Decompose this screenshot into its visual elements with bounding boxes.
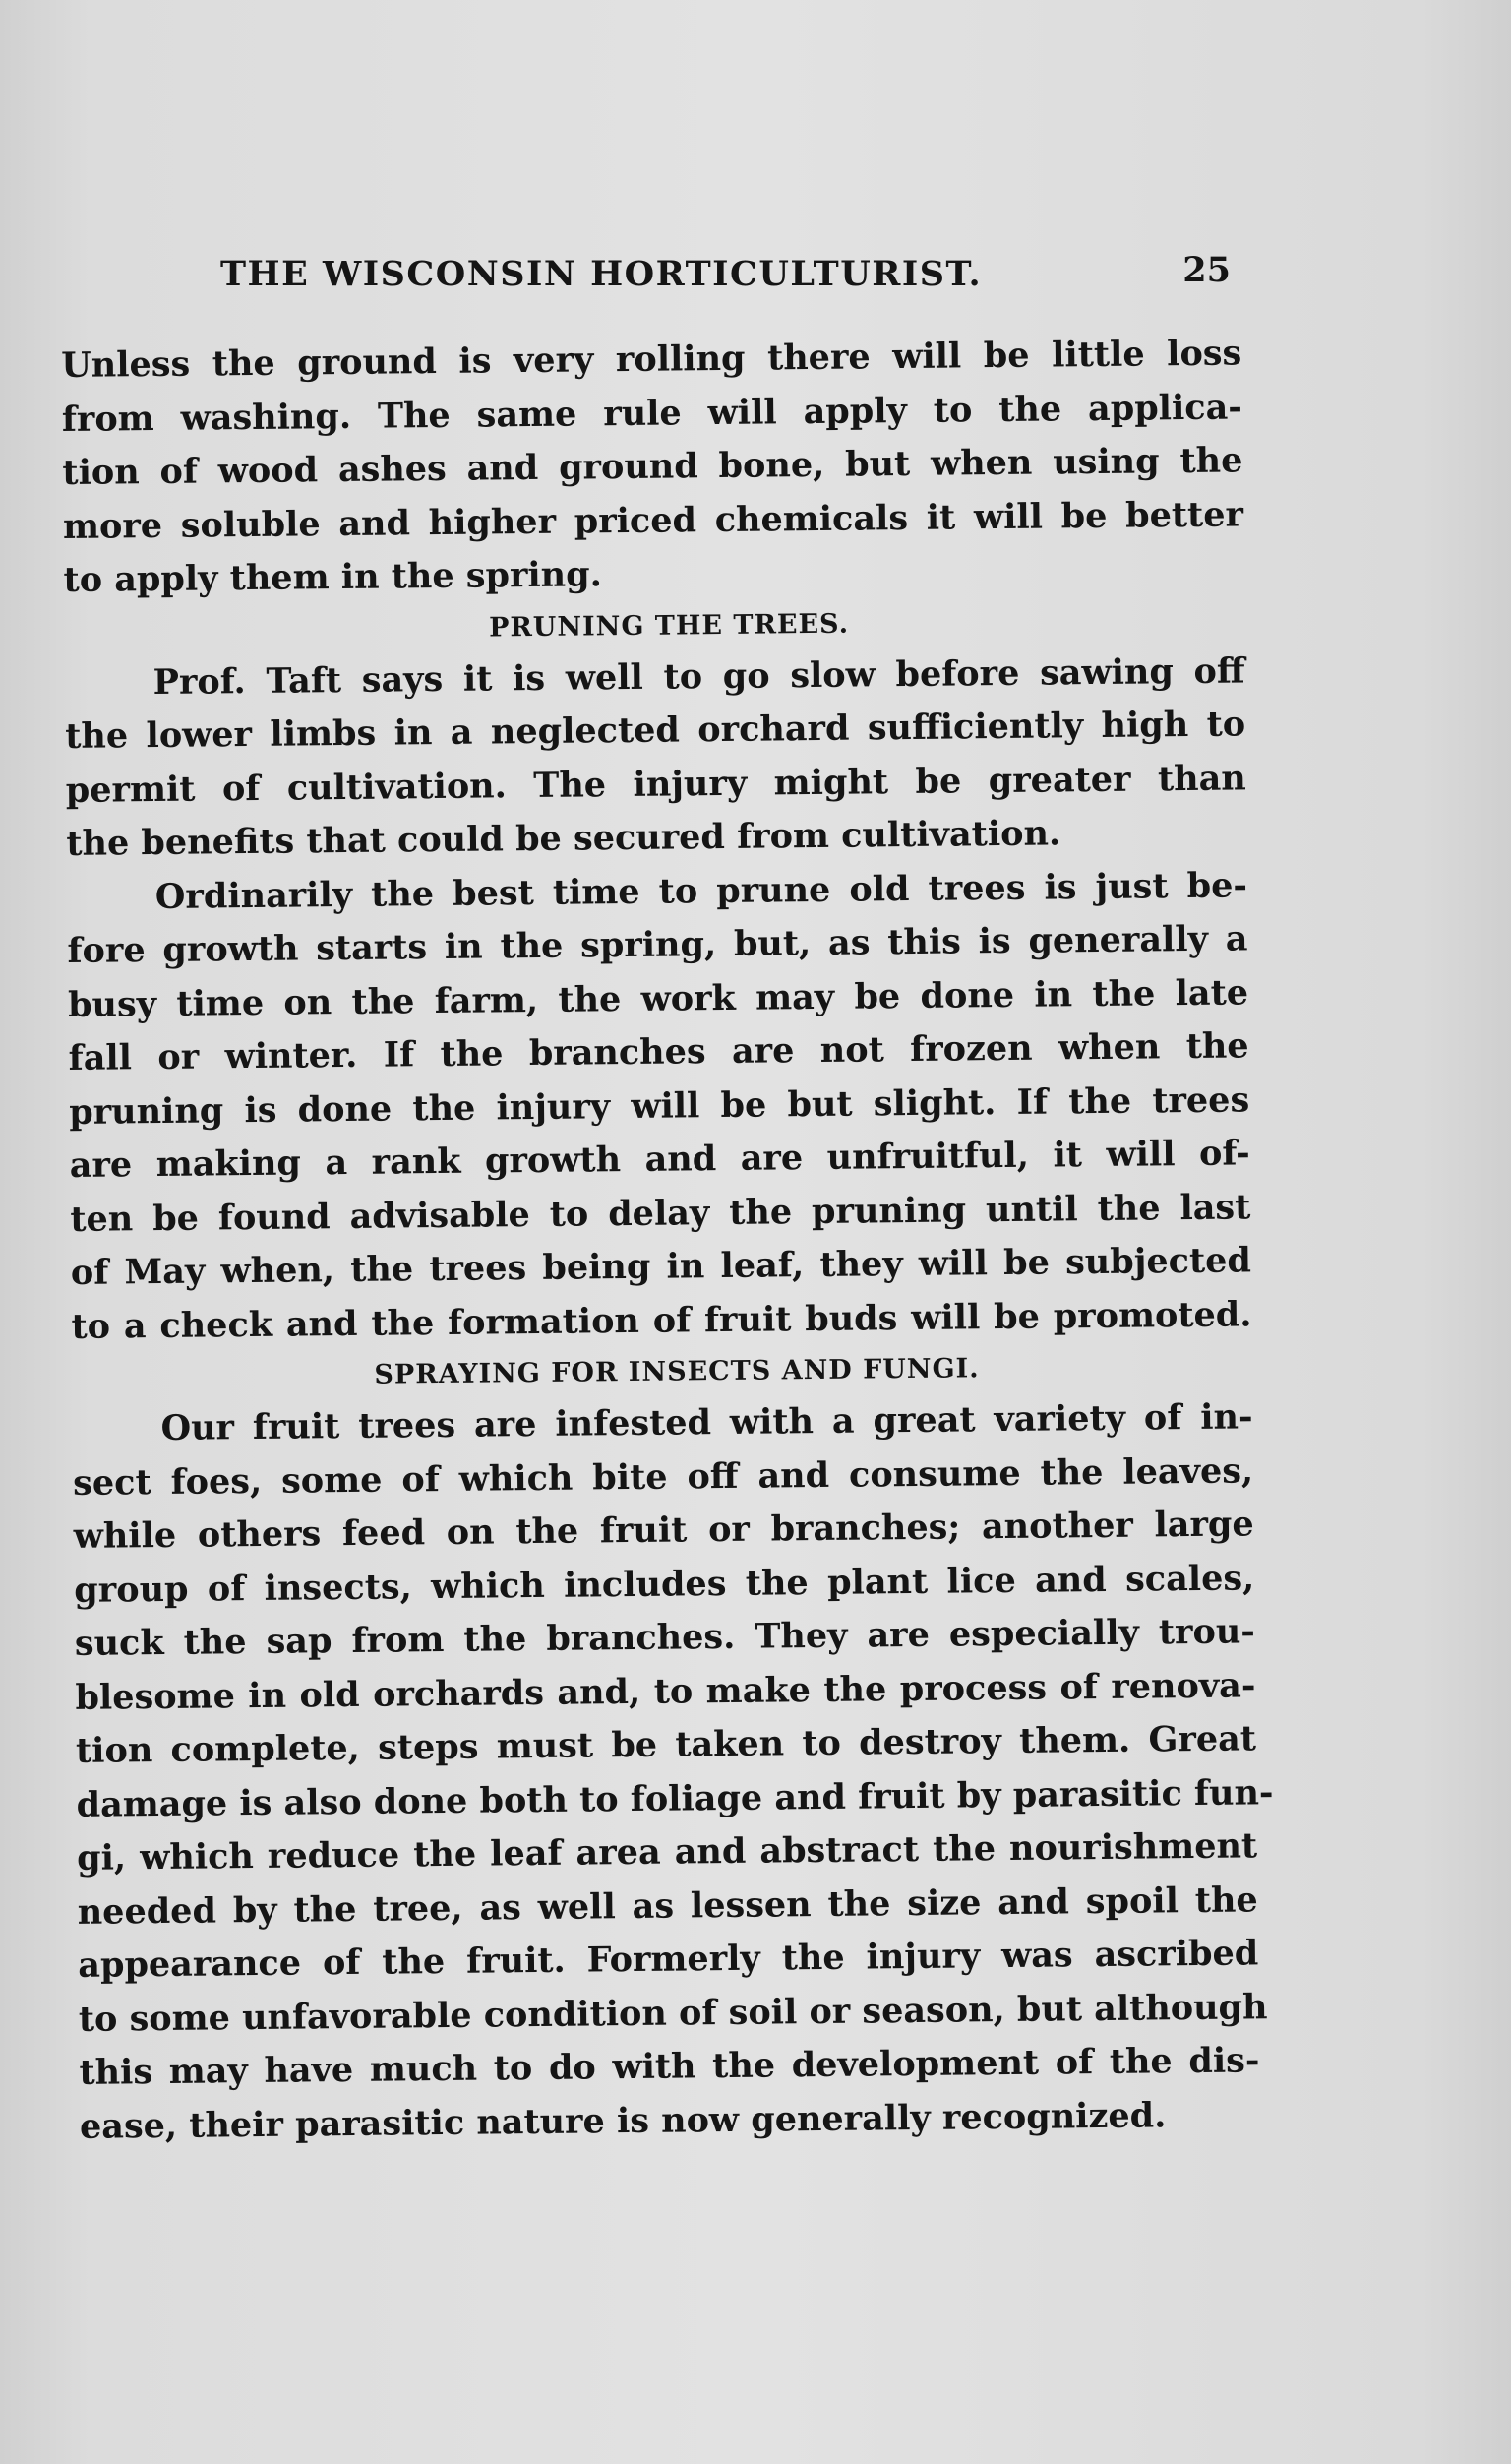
text-line: to a check and the formation of fruit buds will be promoted. xyxy=(71,1293,1252,1347)
text-line: ease, their parasitic nature is now generally recognized. xyxy=(79,2094,1167,2147)
text-line: to some unfavorable condition of soil or season, but although xyxy=(78,1986,1268,2040)
text-line: blesome in old orchards and, to make the process of renova- xyxy=(75,1664,1256,1718)
running-title: THE WISCONSIN HORTICULTURIST. xyxy=(220,254,983,294)
text-line: fore growth starts in the spring, but, as this is generally a xyxy=(67,918,1248,971)
text-line: more soluble and higher priced chemicals it will be better xyxy=(62,493,1244,547)
text-line: Ordinarily the best time to prune old trees is just be- xyxy=(154,864,1248,917)
text-line: busy time on the farm, the work may be done in the late xyxy=(67,971,1249,1025)
text-line: the benefits that could be secured from cultivation. xyxy=(66,813,1061,864)
section-heading-pruning: PRUNING THE TREES. xyxy=(488,608,850,643)
text-line: appearance of the fruit. Formerly the injury was ascribed xyxy=(78,1933,1259,1986)
text-line: this may have much to do with the development of the dis- xyxy=(79,2040,1260,2093)
text-line: damage is also done both to foliage and fruit by parasitic fun- xyxy=(76,1771,1274,1825)
text-line: group of insects, which includes the plant lice and scales, xyxy=(74,1557,1255,1611)
text-line: pruning is done the injury will be but slight. If the trees xyxy=(69,1078,1250,1133)
text-line: from washing. The same rule will apply to the applica- xyxy=(61,386,1242,440)
page-number: 25 xyxy=(1182,250,1231,290)
text-line: needed by the tree, as well as lessen the size and spoil the xyxy=(77,1879,1258,1933)
running-head xyxy=(197,250,1239,303)
text-line: suck the sap from the branches. They are especially trou- xyxy=(74,1611,1256,1664)
text-line: ten be found advisable to delay the pruning until the last xyxy=(70,1186,1251,1240)
text-line: Prof. Taft says it is well to go slow before sawing off xyxy=(152,649,1245,703)
paragraph-soil-application xyxy=(61,327,1244,607)
text-line: are making a rank growth and are unfruitful, it will of- xyxy=(69,1133,1250,1186)
text-line: to apply them in the spring. xyxy=(63,554,603,600)
text-line: sect foes, some of which bite off and consume the leaves, xyxy=(72,1449,1254,1504)
text-line: Unless the ground is very rolling there will be little loss xyxy=(61,333,1242,386)
text-line: Our fruit trees are infested with a great variety of in- xyxy=(160,1396,1253,1448)
text-line: fall or winter. If the branches are not frozen when the xyxy=(68,1025,1249,1078)
paragraph-insects-fungi xyxy=(72,1390,1274,2154)
paragraph-pruning-time xyxy=(67,859,1252,1354)
text-line: tion of wood ashes and ground bone, but when using the xyxy=(62,440,1243,493)
text-line: permit of cultivation. The injury might be greater than xyxy=(65,757,1246,811)
text-line: the lower limbs in a neglected orchard sufficiently high to xyxy=(65,704,1246,757)
section-heading-spraying: SPRAYING FOR INSECTS AND FUNGI. xyxy=(374,1353,980,1390)
text-line: tion complete, steps must be taken to destroy them. Great xyxy=(75,1718,1257,1771)
text-line: of May when, the trees being in leaf, they will be subjected xyxy=(70,1240,1252,1293)
text-line: while others feed on the fruit or branches; another large xyxy=(73,1504,1254,1557)
body-text xyxy=(61,327,1274,2153)
text-line: gi, which reduce the leaf area and abstract the nourishment xyxy=(76,1825,1258,1879)
paragraph-prof-taft xyxy=(64,645,1246,872)
